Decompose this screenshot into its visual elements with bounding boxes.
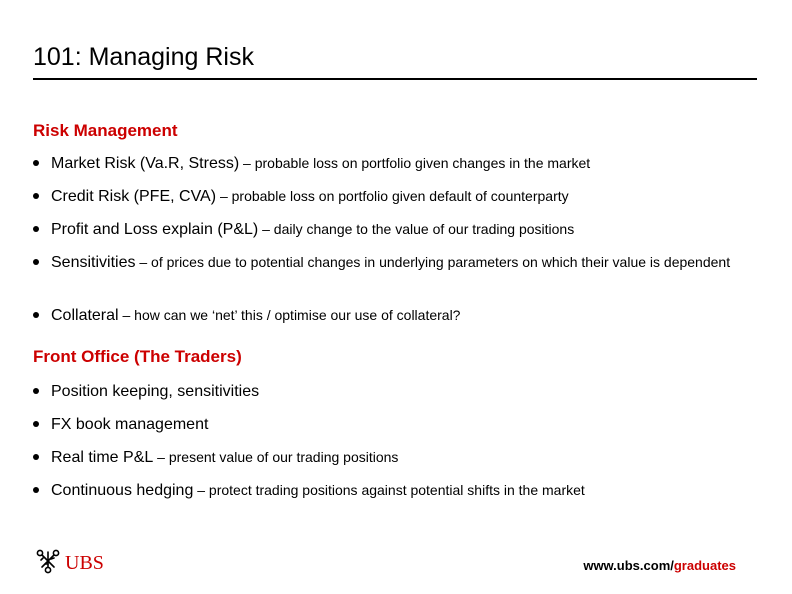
bullet-text [51, 153, 761, 174]
bullet-detail: – probable loss on portfolio given changes in the market [239, 155, 591, 171]
bullet-label: FX book management [51, 416, 209, 433]
bullet-label: Sensitivities [51, 254, 136, 271]
bullet-dot [33, 388, 39, 394]
bullet-text [51, 480, 761, 501]
footer-url-accent: graduates [673, 558, 736, 573]
bullet-label: Continuous hedging [51, 482, 194, 499]
bullet-detail: – present value of our trading positions [153, 449, 399, 465]
bullet-label: Real time P&L [51, 449, 154, 466]
bullet-text [51, 252, 761, 273]
ubs-logo [35, 548, 104, 578]
title-divider [33, 78, 757, 80]
ubs-logo-text: UBS [65, 551, 104, 574]
bullet-dot [33, 193, 39, 199]
bullet-label: Market Risk (Va.R, Stress) [51, 155, 240, 172]
bullet-text [51, 219, 761, 240]
bullet-detail: – daily change to the value of our trading positions [258, 221, 575, 237]
bullet-label: Profit and Loss explain (P&L) [51, 221, 259, 238]
bullet-detail: – of prices due to potential changes in underlying parameters on which their value is dependent [135, 254, 731, 270]
bullet-detail: – protect trading positions against potential shifts in the market [193, 482, 585, 498]
slide-title: 101: Managing Risk [33, 43, 254, 71]
bullet-detail: – how can we ‘net’ this / optimise our use of collateral? [118, 307, 461, 323]
bullet-text [51, 381, 761, 402]
bullet-dot [33, 259, 39, 265]
bullet-label: Position keeping, sensitivities [51, 383, 260, 400]
bullet-dot [33, 312, 39, 318]
bullet-text [51, 414, 761, 435]
ubs-keys-icon [35, 548, 61, 579]
bullet-text [51, 447, 761, 468]
footer-url-prefix: www.ubs.com/ [583, 558, 674, 573]
footer-url[interactable] [583, 558, 736, 573]
bullet-dot [33, 454, 39, 460]
bullet-label: Collateral [51, 307, 119, 324]
section-heading-risk-management: Risk Management [33, 121, 178, 140]
bullet-label: Credit Risk (PFE, CVA) [51, 188, 217, 205]
bullet-dot [33, 421, 39, 427]
bullet-text [51, 186, 761, 207]
bullet-text [51, 305, 761, 326]
bullet-dot [33, 160, 39, 166]
bullet-detail: – probable loss on portfolio given default of counterparty [216, 188, 569, 204]
section-heading-front-office: Front Office (The Traders) [33, 347, 242, 366]
bullet-dot [33, 226, 39, 232]
bullet-dot [33, 487, 39, 493]
